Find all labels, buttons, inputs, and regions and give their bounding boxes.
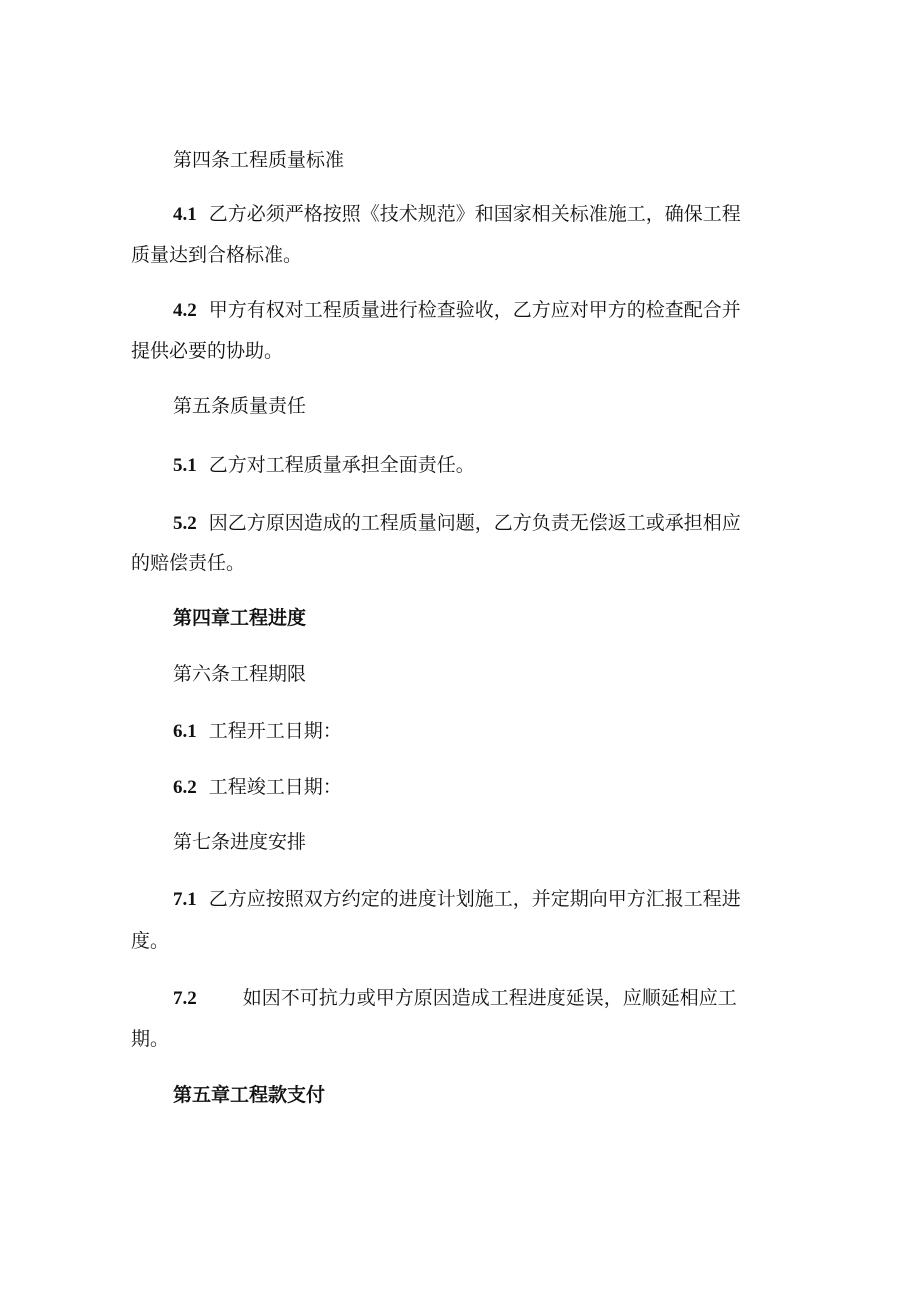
clause-number: 5.1	[173, 455, 197, 476]
clause-7-1-line-2: 度。	[131, 930, 170, 952]
clause-number: 4.1	[173, 204, 197, 225]
clause-4-1-line-2: 质量达到合格标准。	[131, 244, 303, 266]
clause-number: 6.1	[173, 721, 197, 742]
article-7-heading: 第七条进度安排	[173, 831, 307, 853]
article-5-heading: 第五条质量责任	[173, 395, 307, 417]
clause-6-2-line-1	[173, 775, 342, 800]
clause-number: 4.2	[173, 300, 197, 321]
chapter-4-heading: 第四章工程进度	[173, 607, 307, 629]
clause-7-2-line-2: 期。	[131, 1028, 170, 1050]
clause-5-1-line-1	[173, 453, 475, 478]
clause-6-1-line-1	[173, 719, 342, 744]
clause-4-2-line-2: 提供必要的协助。	[131, 340, 284, 362]
clause-7-1-line-1	[173, 887, 741, 912]
article-6-heading: 第六条工程期限	[173, 663, 307, 685]
clause-text: 工程开工日期：	[208, 720, 342, 742]
clause-number: 6.2	[173, 777, 197, 798]
clause-text: 乙方必须严格按照《技术规范》和国家相关标准施工，确保工程	[208, 203, 741, 225]
clause-text: 乙方应按照双方约定的进度计划施工，并定期向甲方汇报工程进	[208, 888, 741, 910]
clause-text: 如因不可抗力或甲方原因造成工程进度延误，应顺延相应工	[242, 987, 737, 1009]
clause-number: 7.1	[173, 889, 197, 910]
clause-text: 乙方对工程质量承担全面责任。	[208, 454, 475, 476]
chapter-5-heading: 第五章工程款支付	[173, 1084, 326, 1106]
clause-5-2-line-1	[173, 511, 741, 536]
clause-4-2-line-1	[173, 298, 741, 323]
clause-4-1-line-1	[173, 202, 741, 227]
clause-5-2-line-2: 的赔偿责任。	[131, 552, 246, 574]
clause-text: 因乙方原因造成的工程质量问题，乙方负责无偿返工或承担相应	[208, 512, 741, 534]
clause-text: 甲方有权对工程质量进行检查验收，乙方应对甲方的检查配合并	[208, 299, 741, 321]
clause-text: 工程竣工日期：	[208, 776, 342, 798]
clause-number: 5.2	[173, 513, 197, 534]
article-4-heading: 第四条工程质量标准	[173, 149, 345, 171]
clause-number: 7.2	[173, 988, 197, 1009]
clause-7-2-line-1	[173, 986, 737, 1011]
